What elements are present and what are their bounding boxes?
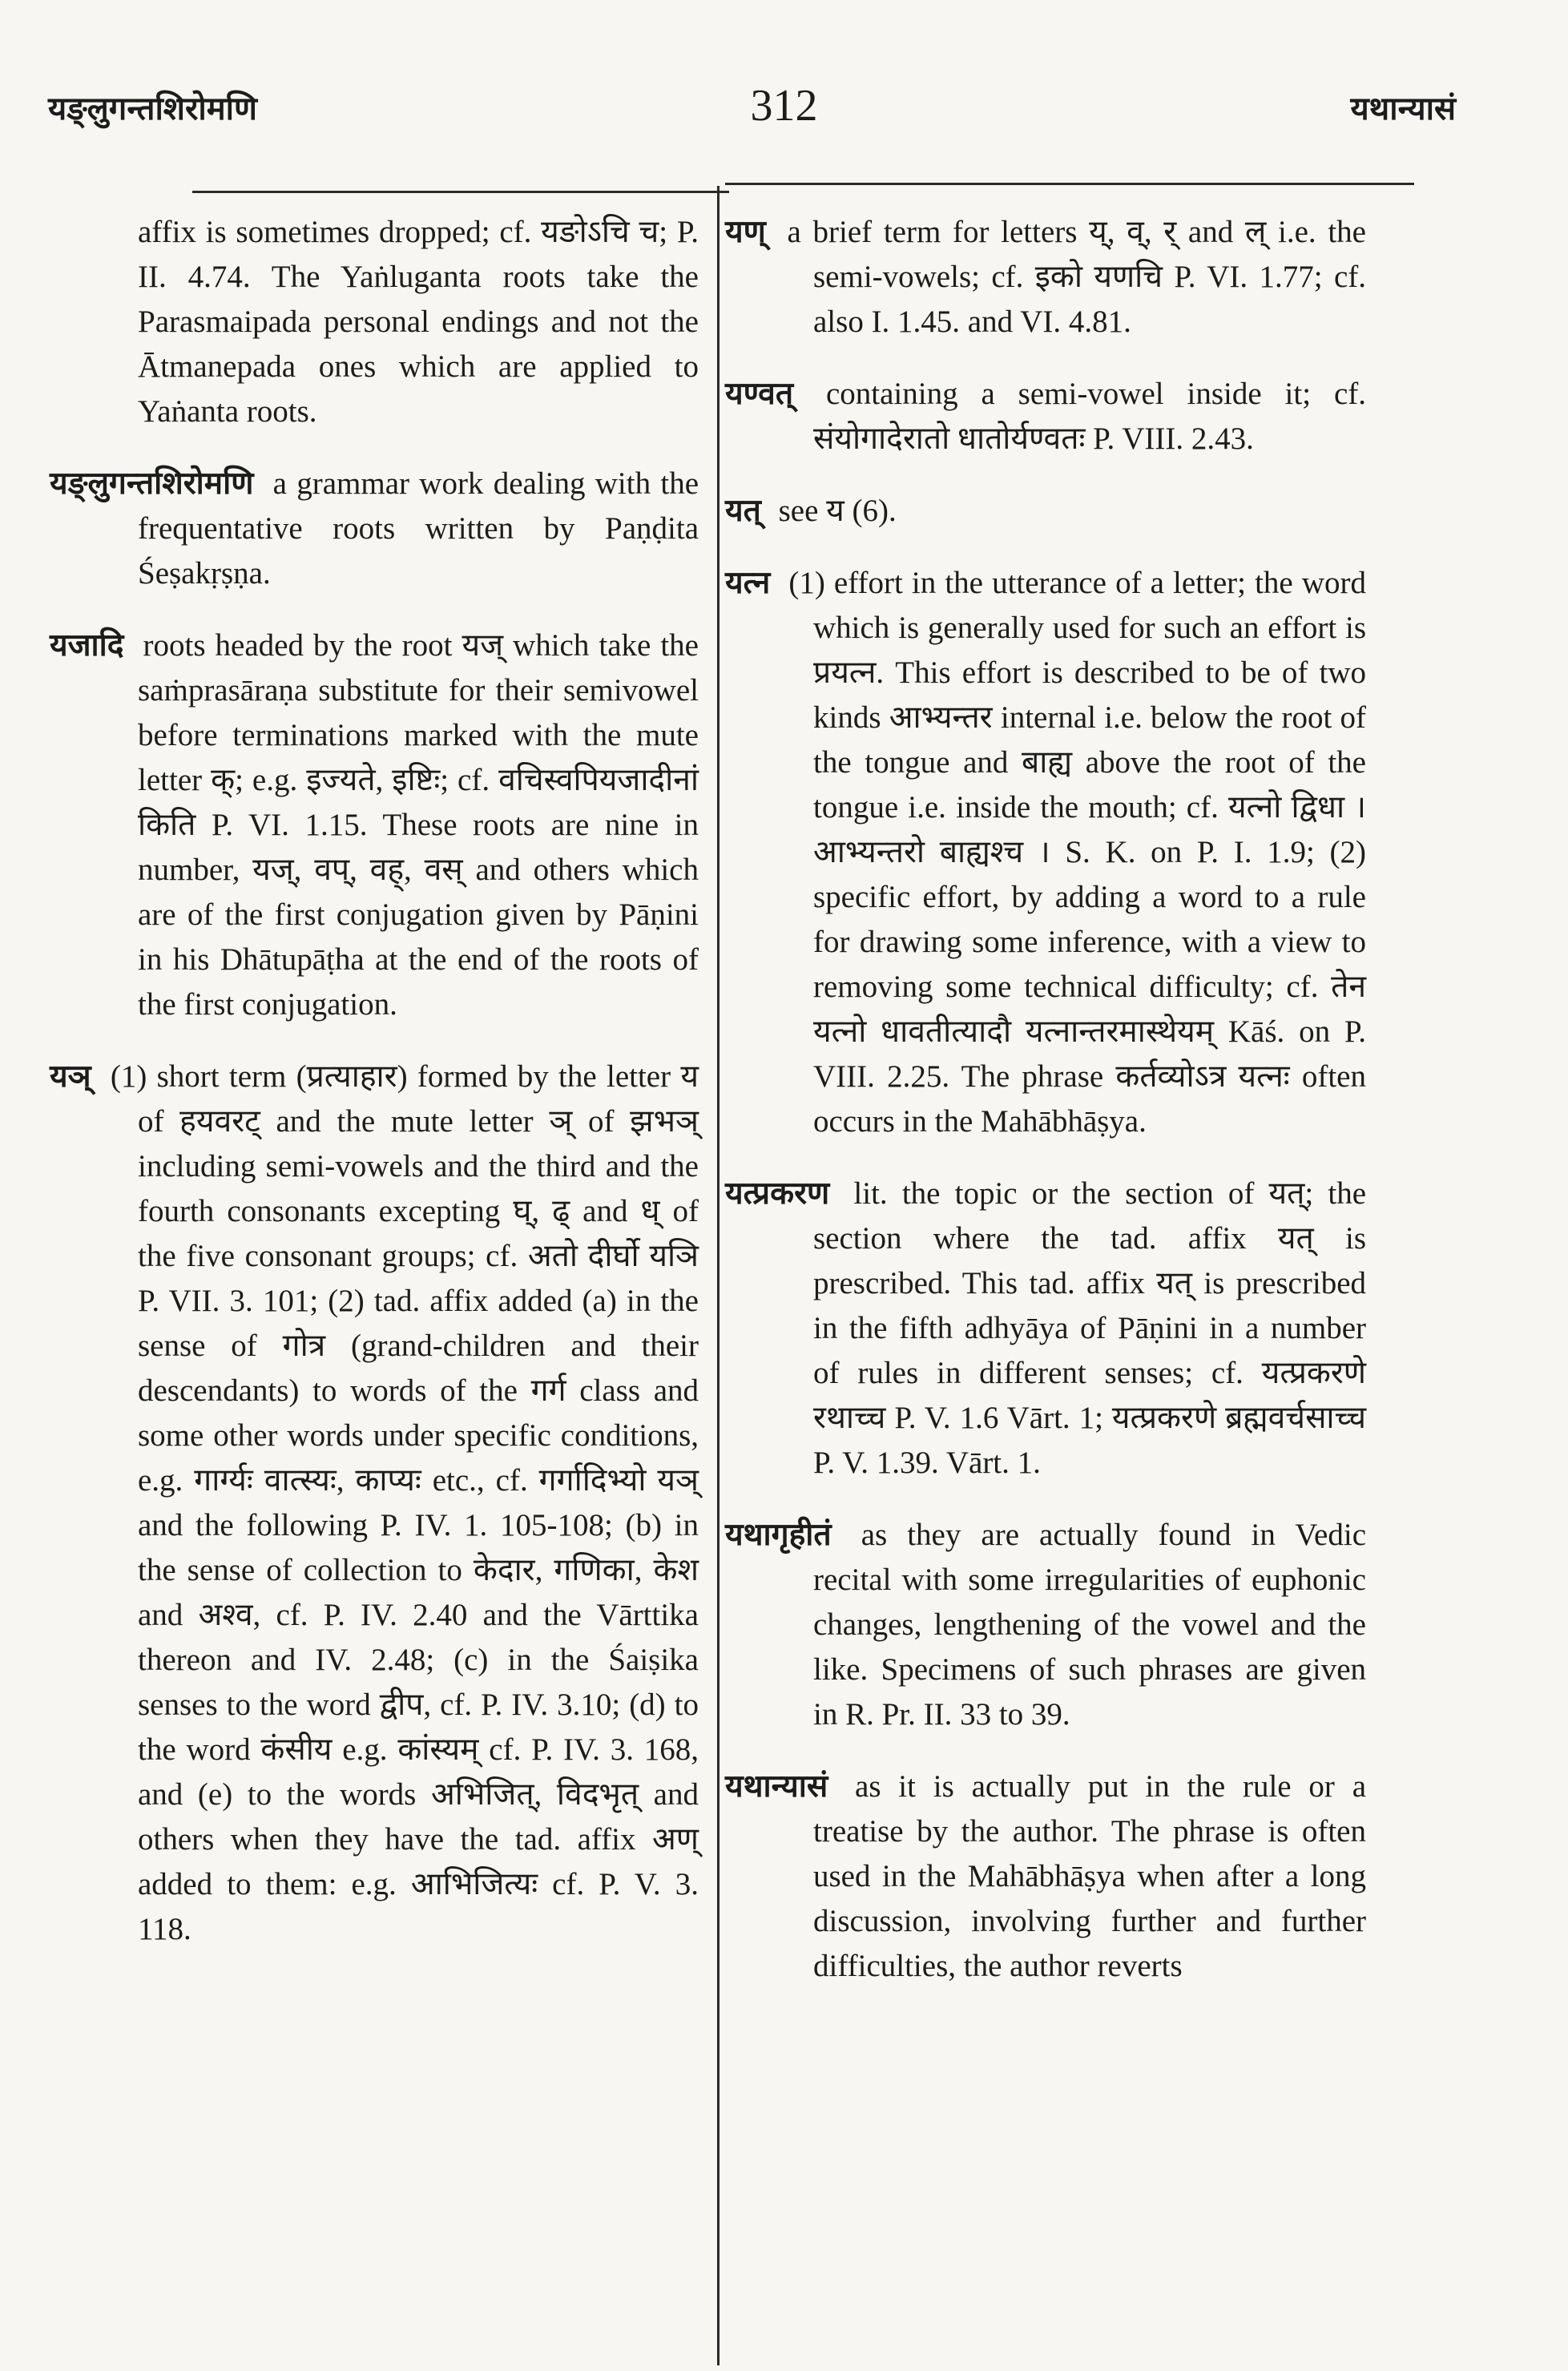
right-column <box>725 210 1366 2016</box>
entry-definition: roots headed by the root यज् which take the saṁprasāraṇa substitute for their semivowel before terminations marked with the mute letter क्; e.g. इज्यते, इष्टिः; cf. वचिस्वपियजादीनां किति P. VI. 1.15. These roots are nine in number, यज्, वप्, वह्, वस् and others which are of the first conjugation given by Pāṇini in his Dhātupāṭha at the end of the roots of the first conjugation. <box>138 628 699 1022</box>
entry-headword: यङ्लुगन्तशिरोमणि <box>50 466 254 501</box>
entry-definition: (1) effort in the utterance of a letter; the word which is generally used for such an effort is प्रयत्न. This effort is described to be of two kinds आभ्यन्तर internal i.e. below the root of the tongue and बाह्य above the root of the tongue i.e. inside the mouth; cf. यत्नो द्विधा । आभ्यन्तरो बाह्यश्च । S. K. on P. I. 1.9; (2) specific effort, by adding a word to a rule for drawing some inference, with a view to removing some technical difficulty; cf. तेन यत्नो धावतीत्यादौ यत्नान्तरमास्थेयम् Kāś. on P. VIII. 2.25. The phrase कर्तव्योऽत्र यत्नः often occurs in the Mahābhāṣya. <box>788 566 1366 1139</box>
entry-definition: (1) short term (प्रत्याहार) formed by the letter य of हयवरट् and the mute letter ञ् of झभञ् including semi-vowels and the third and the fourth consonants excepting घ्, ढ् and ध् of the five consonant groups; cf. अतो दीर्घो यञि P. VII. 3. 101; (2) tad. affix added (a) in the sense of गोत्र (grand-children and their descendants) to words of the गर्ग class and some other words under specific conditions, e.g. गार्ग्यः वात्स्यः, काप्यः etc., cf. गर्गादिभ्यो यञ् and the following P. IV. 1. 105-108; (b) in the sense of collection to केदार, गणिका, केश and अश्व, cf. P. IV. 2.40 and the Vārttika thereon and IV. 2.48; (c) in the Śaiṣika senses to the word द्वीप, cf. P. IV. 3.10; (d) to the word कंसीय e.g. कांस्यम् cf. P. IV. 3. 168, and (e) to the words अभिजित्, विदभृत् and others when they have the tad. affix अण् added to them: e.g. आभिजित्यः cf. P. V. 3. 118. <box>110 1059 699 1946</box>
page-header <box>0 80 1568 136</box>
entry-definition: a brief term for letters य्, व्, र् and ल् i.e. the semi-vowels; cf. इको यणचि P. VI. 1.77; cf. also I. 1.45. and VI. 4.81. <box>787 215 1366 339</box>
header-rule-right <box>725 183 1414 185</box>
dictionary-entry <box>725 210 1366 345</box>
dictionary-entry <box>50 210 699 434</box>
entry-headword: यत्न <box>725 566 771 600</box>
entry-definition: see य (6). <box>778 494 897 528</box>
entry-headword: यथागृहीतं <box>725 1518 832 1552</box>
dictionary-entry <box>50 462 699 596</box>
entry-definition: as it is actually put in the rule or a treatise by the author. The phrase is often used in the Mahābhāṣya when after a long discussion, involving further and further difficulties, the author reverts <box>813 1769 1367 1983</box>
entry-definition: a grammar work dealing with the frequentative roots written by Paṇḍita Śeṣakṛṣṇa. <box>138 466 699 591</box>
entry-definition: as they are actually found in Vedic recital with some irregularities of euphonic changes, lengthening of the vowel and the like. Specimens of such phrases are given in R. Pr. II. 33 to 39. <box>813 1518 1367 1732</box>
entry-definition: affix is sometimes dropped; cf. यङोऽचि च; P. II. 4.74. The Yaṅluganta roots take the Parasmaipada personal endings and not the Ātmanepada ones which are applied to Yaṅanta roots. <box>138 215 699 429</box>
running-head-left: यङ्लुगन्तशिरोमणि <box>48 91 257 127</box>
entry-headword: यथान्यासं <box>725 1769 828 1804</box>
dictionary-entry <box>725 1764 1366 1989</box>
column-divider <box>717 186 720 2365</box>
entry-definition: lit. the topic or the section of यत्; the section where the tad. affix यत् is prescribed. This tad. affix यत् is prescribed in the fifth adhyāya of Pāṇini in a number of rules in different senses; cf. यत्प्रकरणे रथाच्च P. V. 1.6 Vārt. 1; यत्प्रकरणे ब्रह्मवर्चसाच्च P. V. 1.39. Vārt. 1. <box>813 1176 1367 1480</box>
entry-headword: यत् <box>725 494 761 528</box>
dictionary-entry <box>50 623 699 1027</box>
dictionary-entry <box>725 561 1366 1144</box>
left-column <box>50 210 699 1979</box>
dictionary-entry <box>725 489 1366 534</box>
entry-headword: यञ् <box>50 1059 91 1094</box>
header-rule-left <box>192 191 729 193</box>
dictionary-entry <box>50 1054 699 1952</box>
dictionary-entry <box>725 1513 1366 1737</box>
dictionary-entry <box>725 1171 1366 1486</box>
entry-definition: containing a semi-vowel inside it; cf. संयोगादेरातो धातोर्यण्वतः P. VIII. 2.43. <box>813 377 1366 456</box>
entry-headword: यण् <box>725 215 766 249</box>
entry-headword: यण्वत् <box>725 377 794 411</box>
entry-headword: यत्प्रकरण <box>725 1176 830 1211</box>
dictionary-entry <box>725 372 1366 462</box>
running-head-right: यथान्यासं <box>1350 91 1456 127</box>
page-number: 312 <box>750 81 818 131</box>
entry-headword: यजादि <box>50 628 124 663</box>
